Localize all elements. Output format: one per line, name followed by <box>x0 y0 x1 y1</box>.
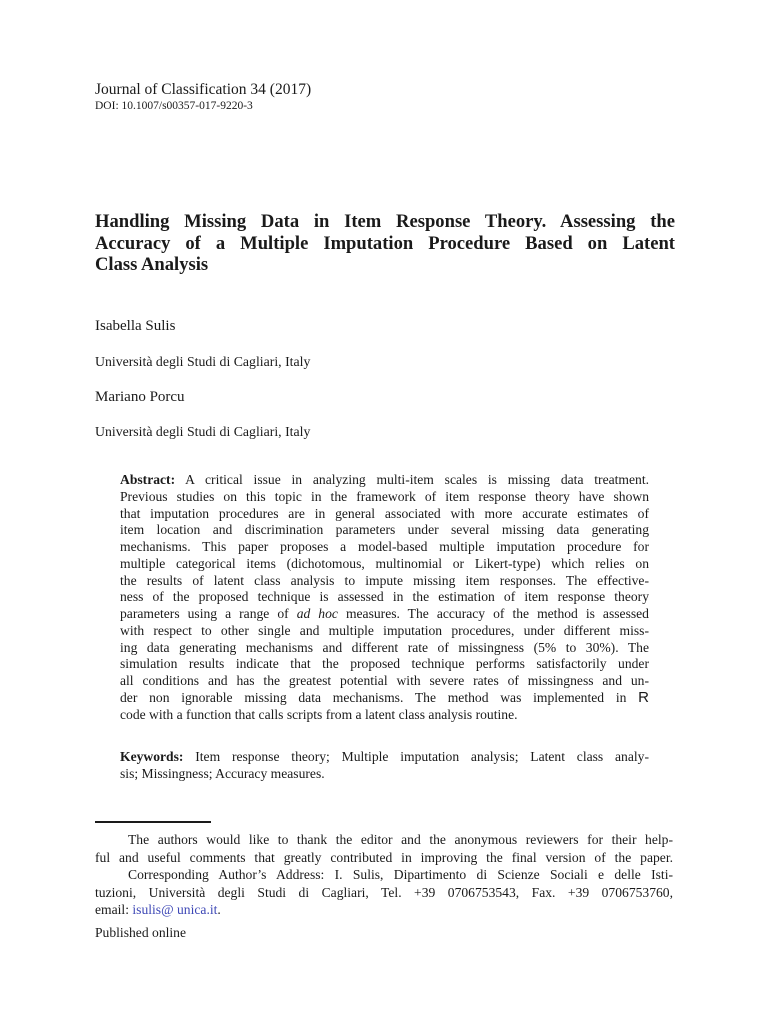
footnote-line: email: isulis@ unica.it. <box>95 902 221 918</box>
title-line: Class Analysis <box>95 254 209 275</box>
abstract <box>120 472 649 723</box>
title-line: Accuracy of a Multiple Imputation Procedure Based on Latent <box>95 232 675 254</box>
abstract-line: multiple categorical items (dichotomous, multinomial or Likert-type) which relies on <box>120 555 649 571</box>
published-online: Published online <box>95 925 187 940</box>
adhoc-term: ad hoc <box>296 606 338 621</box>
abstract-line: ness of the proposed technique is assessed in the estimation of item response theory <box>120 589 649 605</box>
abstract-line: item location and discrimination parameters under several missing data generating <box>120 522 649 538</box>
abstract-line: Abstract: A critical issue in analyzing multi-item scales is missing data treatment. <box>120 472 649 487</box>
keywords-label: Keywords: <box>120 749 184 764</box>
abstract-line: that imputation procedures are in general associated with more accurate estimates of <box>120 505 649 521</box>
abstract-line: ing data generating mechanisms and different rate of missingness (5% to 30%). The <box>120 639 649 655</box>
author-affiliation: Università degli Studi di Cagliari, Italy <box>95 354 311 369</box>
abstract-line: Previous studies on this topic in the framework of item response theory have shown <box>120 488 649 504</box>
abstract-label: Abstract: <box>120 472 176 487</box>
keywords <box>120 749 649 783</box>
title-line: Handling Missing Data in Item Response Theory. Assessing the <box>95 211 675 232</box>
keywords-line: Keywords: Item response theory; Multiple imputation analysis; Latent class analy- <box>120 749 649 764</box>
footnote-line: The authors would like to thank the editor and the anonymous reviewers for their help- <box>128 832 673 847</box>
abstract-line: simulation results indicate that the proposed technique performs satisfactorily under <box>120 656 649 672</box>
journal-citation: Journal of Classification 34 (2017) <box>95 81 312 98</box>
abstract-line: parameters using a range of ad hoc measures. The accuracy of the method is assessed <box>120 606 649 621</box>
abstract-line: der non ignorable missing data mechanisms. The method was implemented in R <box>120 688 649 706</box>
doi: DOI: 10.1007/s00357-017-9220-3 <box>95 100 253 112</box>
abstract-line: code with a function that calls scripts from a latent class analysis routine. <box>120 706 518 722</box>
footnote-divider <box>95 821 211 823</box>
footnote-line: ful and useful comments that greatly contributed in improving the final version of the paper. <box>95 849 673 865</box>
footnote-line: Corresponding Author’s Address: I. Sulis, Dipartimento di Scienze Sociali e delle Isti- <box>128 867 673 883</box>
author-affiliation: Università degli Studi di Cagliari, Italy <box>95 424 311 439</box>
author-name: Mariano Porcu <box>95 389 185 405</box>
keywords-line: sis; Missingness; Accuracy measures. <box>120 765 325 781</box>
author-name: Isabella Sulis <box>95 318 176 334</box>
abstract-line: with respect to other single and multiple imputation procedures, under different miss- <box>120 622 649 638</box>
abstract-line: all conditions and has the greatest potential with severe rates of missingness and un- <box>120 673 649 688</box>
abstract-line: mechanisms. This paper proposes a model-based multiple imputation procedure for <box>120 539 649 554</box>
paper-title <box>95 211 675 276</box>
r-symbol: R <box>638 688 649 706</box>
footnote-line: tuzioni, Università degli Studi di Cagliari, Tel. +39 0706753543, Fax. +39 0706753760, <box>95 884 673 900</box>
abstract-line: the results of latent class analysis to impute missing item responses. The effective- <box>120 572 649 588</box>
email-link[interactable]: isulis@ unica.it <box>132 902 218 918</box>
footnotes <box>95 831 673 919</box>
